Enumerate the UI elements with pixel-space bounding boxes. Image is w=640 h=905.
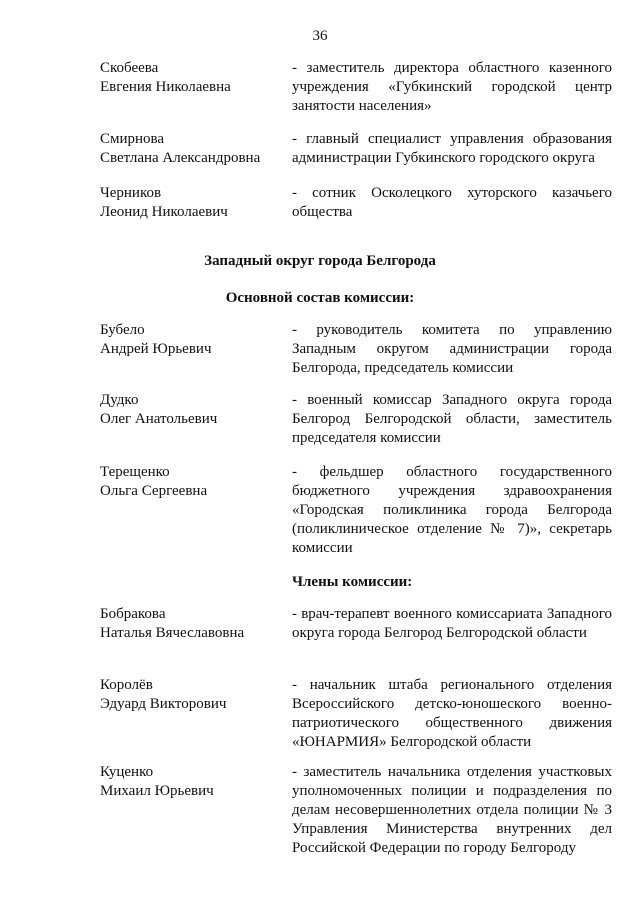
position-description: - военный комиссар Западного округа города Белгород Белгородской области, заместитель председателя комиссии xyxy=(292,392,612,446)
person-name xyxy=(100,763,280,801)
given-name: Михаил Юрьевич xyxy=(100,783,214,799)
surname: Черников xyxy=(100,185,162,201)
person-name xyxy=(100,391,280,429)
surname: Скобеева xyxy=(100,60,159,76)
members-heading: Члены комиссии: xyxy=(292,574,413,590)
given-name: Эдуард Викторович xyxy=(100,696,227,712)
surname: Дудко xyxy=(100,392,139,408)
main-composition-heading: Основной состав комиссии: xyxy=(225,290,415,306)
surname: Терещенко xyxy=(100,464,170,480)
person-name xyxy=(100,605,280,643)
position-description: - заместитель директора областного казенного учреждения «Губкинский городской центр занятости населения» xyxy=(292,60,612,114)
position-description: - начальник штаба регионального отделения Всероссийского детско-юношеского военно-патриотического общественного движения «ЮНАРМИЯ» Белгородской области xyxy=(292,677,612,750)
surname: Королёв xyxy=(100,677,153,693)
given-name: Олег Анатольевич xyxy=(100,411,218,427)
given-name: Евгения Николаевна xyxy=(100,79,231,95)
section-title: Западный округ города Белгорода xyxy=(204,253,436,269)
person-name xyxy=(100,321,280,359)
position-description: - сотник Осколецкого хуторского казачьего общества xyxy=(292,185,612,220)
surname: Куценко xyxy=(100,764,154,780)
position-description: - заместитель начальника отделения участковых уполномоченных полиции и подразделения по делам несовершеннолетних отдела полиции № 3 Управления Министерства внутренних дел Российской Федерации по городу Белгороду xyxy=(292,764,612,856)
person-name xyxy=(100,184,280,222)
given-name: Наталья Вячеславовна xyxy=(100,625,245,641)
position-description: - главный специалист управления образования администрации Губкинского городского округа xyxy=(292,131,612,166)
person-name xyxy=(100,676,280,714)
given-name: Ольга Сергеевна xyxy=(100,483,208,499)
person-name xyxy=(100,59,280,97)
position-description: - фельдшер областного государственного бюджетного учреждения здравоохранения «Городская поликлиника города Белгорода (поликлиническое отделение № 7)», секретарь комиссии xyxy=(292,464,612,556)
person-name xyxy=(100,463,280,501)
position-description: - руководитель комитета по управлению Западным округом администрации города Белгорода, председатель комиссии xyxy=(292,322,612,376)
surname: Бубело xyxy=(100,322,145,338)
surname: Бобракова xyxy=(100,606,166,622)
surname: Смирнова xyxy=(100,131,165,147)
position-description: - врач-терапевт военного комиссариата Западного округа города Белгород Белгородской области xyxy=(292,606,612,641)
person-name xyxy=(100,130,280,168)
given-name: Леонид Николаевич xyxy=(100,204,228,220)
given-name: Андрей Юрьевич xyxy=(100,341,212,357)
given-name: Светлана Александровна xyxy=(100,150,261,166)
page-number: 36 xyxy=(312,28,328,44)
